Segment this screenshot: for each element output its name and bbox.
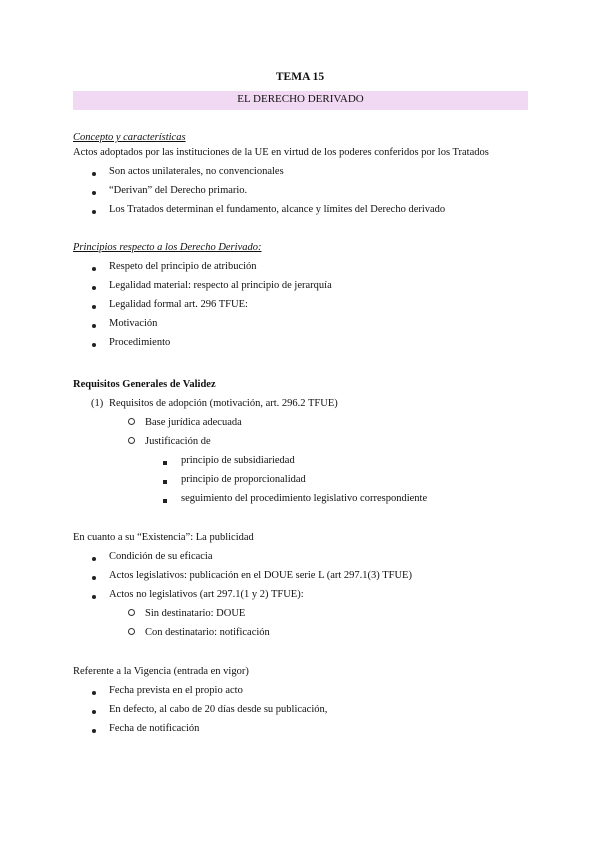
list-item: Legalidad formal art. 296 TFUE: xyxy=(109,299,248,310)
list-number: (1) xyxy=(91,398,104,409)
section-heading-requisitos: Requisitos Generales de Validez xyxy=(73,379,216,390)
section-heading-existencia: En cuanto a su “Existencia”: La publicidad xyxy=(73,532,254,543)
list-item: Motivación xyxy=(109,318,158,329)
bullet-icon xyxy=(92,576,96,580)
bullet-icon xyxy=(92,595,96,599)
list-item: Procedimiento xyxy=(109,337,171,348)
bullet-icon xyxy=(92,267,96,271)
square-bullet-icon xyxy=(163,480,167,484)
bullet-icon xyxy=(92,172,96,176)
sub-item: Base jurídica adecuada xyxy=(145,417,242,428)
section-heading-concepto: Concepto y características xyxy=(73,132,186,143)
list-item: Actos legislativos: publicación en el DOUE serie L (art 297.1(3) TFUE) xyxy=(109,570,412,581)
list-item: “Derivan” del Derecho primario. xyxy=(109,185,248,196)
sub-item: Con destinatario: notificación xyxy=(145,627,270,638)
list-item: Condición de su eficacia xyxy=(109,551,213,562)
list-item: Actos no legislativos (art 297.1(1 y 2) TFUE): xyxy=(109,589,304,600)
bullet-icon xyxy=(92,343,96,347)
bullet-icon xyxy=(92,557,96,561)
circle-bullet-icon xyxy=(128,609,135,616)
subsub-item: seguimiento del procedimiento legislativo correspondiente xyxy=(181,493,428,504)
square-bullet-icon xyxy=(163,461,167,465)
bullet-icon xyxy=(92,286,96,290)
list-item: En defecto, al cabo de 20 días desde su publicación, xyxy=(109,704,328,715)
sub-item: Justificación de xyxy=(145,436,211,447)
list-item: Los Tratados determinan el fundamento, alcance y límites del Derecho derivado xyxy=(109,204,446,215)
page-title: TEMA 15 xyxy=(275,71,325,83)
page-subtitle: EL DERECHO DERIVADO xyxy=(237,93,364,105)
subsub-item: principio de subsidiariedad xyxy=(181,455,295,466)
section-heading-vigencia: Referente a la Vigencia (entrada en vigor) xyxy=(73,666,249,677)
subsub-item: principio de proporcionalidad xyxy=(181,474,306,485)
bullet-icon xyxy=(92,729,96,733)
section-heading-principios: Principios respecto a los Derecho Derivado: xyxy=(73,242,262,253)
bullet-icon xyxy=(92,691,96,695)
square-bullet-icon xyxy=(163,499,167,503)
bullet-icon xyxy=(92,710,96,714)
numbered-item: Requisitos de adopción (motivación, art. 296.2 TFUE) xyxy=(109,398,338,409)
section-intro: Actos adoptados por las instituciones de la UE en virtud de los poderes conferidos por los Tratados xyxy=(73,147,489,158)
list-item: Son actos unilaterales, no convencionales xyxy=(109,166,284,177)
sub-item: Sin destinatario: DOUE xyxy=(145,608,246,619)
bullet-icon xyxy=(92,210,96,214)
list-item: Respeto del principio de atribución xyxy=(109,261,257,272)
circle-bullet-icon xyxy=(128,418,135,425)
circle-bullet-icon xyxy=(128,628,135,635)
list-item: Legalidad material: respecto al principio de jerarquía xyxy=(109,280,332,291)
list-item: Fecha de notificación xyxy=(109,723,200,734)
bullet-icon xyxy=(92,191,96,195)
list-item: Fecha prevista en el propio acto xyxy=(109,685,243,696)
circle-bullet-icon xyxy=(128,437,135,444)
bullet-icon xyxy=(92,305,96,309)
bullet-icon xyxy=(92,324,96,328)
